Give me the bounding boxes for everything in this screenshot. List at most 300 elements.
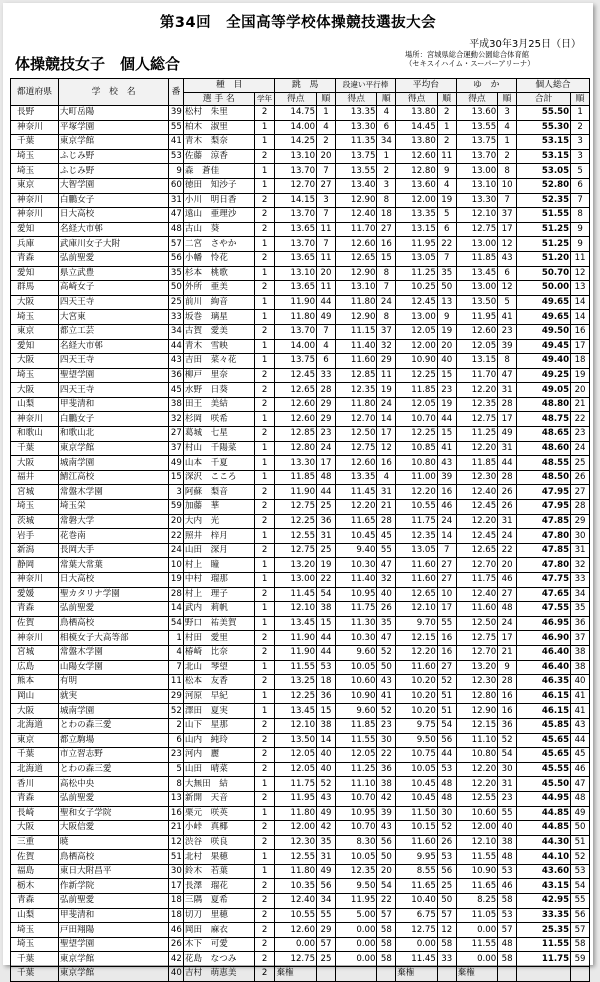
cell-pref: 埼玉 [11, 923, 59, 938]
cell-total: 48.60 [516, 441, 570, 456]
cell-school: 名経大市邨 [58, 222, 168, 237]
cell-total: 46.35 [516, 675, 570, 690]
cell-school: 花巻南 [58, 529, 168, 544]
cell-floor-rank: 48 [498, 602, 517, 617]
table-row [11, 193, 590, 208]
cell-pref: 埼玉 [11, 937, 59, 952]
cell-vault-score: 13.65 [275, 222, 317, 237]
cell-total-rank: 49 [571, 806, 590, 821]
cell-bars-rank: 57 [377, 908, 396, 923]
cell-pref: 宮城 [11, 485, 59, 500]
cell-floor-rank: 8 [498, 164, 517, 179]
cell-bars-score: 11.60 [335, 354, 377, 369]
cell-beam-score: 12.35 [396, 529, 438, 544]
cell-school: 四天王寺 [58, 383, 168, 398]
cell-total-rank: 29 [571, 514, 590, 529]
cell-pref: 群馬 [11, 281, 59, 296]
cell-number: 25 [169, 295, 184, 310]
cell-vault-score: 12.00 [275, 821, 317, 836]
cell-total-rank: 3 [571, 135, 590, 150]
header-shumoku: 種 目 [183, 79, 275, 93]
cell-floor-score: 12.75 [456, 222, 498, 237]
cell-number: 29 [169, 689, 184, 704]
cell-pref: 神奈川 [11, 120, 59, 135]
table-row [11, 266, 590, 281]
cell-pref: 千葉 [11, 441, 59, 456]
cell-number: 17 [169, 879, 184, 894]
cell-vault-score: 13.25 [275, 675, 317, 690]
cell-school: 聖和女子学院 [58, 806, 168, 821]
cell-vault-score: 14.15 [275, 193, 317, 208]
cell-floor-score: 13.00 [456, 164, 498, 179]
table-row [11, 354, 590, 369]
cell-floor-rank: 48 [498, 850, 517, 865]
cell-total-rank: 30 [571, 529, 590, 544]
cell-number: 33 [169, 310, 184, 325]
cell-school: 大智学園 [58, 178, 168, 193]
cell-vault-score: 11.95 [275, 791, 317, 806]
cell-pref: 千葉 [11, 952, 59, 967]
table-row [11, 675, 590, 690]
cell-beam-score: 13.05 [396, 251, 438, 266]
cell-bars-score: 9.50 [335, 879, 377, 894]
cell-total-rank: 44 [571, 733, 590, 748]
header-vault-rank: 順 [317, 92, 336, 106]
table-row [11, 937, 590, 952]
cell-bars-rank: 52 [377, 645, 396, 660]
cell-beam-rank: 20 [437, 339, 456, 354]
cell-total: 44.10 [516, 850, 570, 865]
cell-grade: 2 [254, 427, 275, 442]
cell-floor-score: 13.30 [456, 193, 498, 208]
cell-beam-score: 12.10 [396, 602, 438, 617]
cell-pref: 神奈川 [11, 573, 59, 588]
cell-grade: 2 [254, 821, 275, 836]
cell-grade: 2 [254, 967, 275, 982]
cell-vault-score: 12.80 [275, 441, 317, 456]
table-row [11, 251, 590, 266]
cell-school: 大阪信愛 [58, 821, 168, 836]
cell-athlete: 栗元 咲英 [183, 806, 254, 821]
cell-floor-rank: 58 [498, 952, 517, 967]
cell-vault-rank: 25 [317, 952, 336, 967]
cell-total: 51.55 [516, 208, 570, 223]
cell-beam-score: 12.65 [396, 587, 438, 602]
cell-vault-rank: 44 [317, 295, 336, 310]
cell-total-rank: 56 [571, 908, 590, 923]
cell-bars-score: 12.20 [335, 500, 377, 515]
cell-vault-rank: 7 [317, 324, 336, 339]
cell-beam-score: 11.50 [396, 806, 438, 821]
cell-beam-rank: 25 [437, 879, 456, 894]
cell-bars-rank: 4 [377, 106, 396, 121]
cell-bars-rank: 29 [377, 354, 396, 369]
cell-school: 東日大附昌平 [58, 864, 168, 879]
cell-number: 36 [169, 368, 184, 383]
cell-bars-score: 11.95 [335, 894, 377, 909]
cell-athlete: 岡田 麻衣 [183, 923, 254, 938]
cell-beam-score: 10.70 [396, 412, 438, 427]
cell-athlete: 北山 琴望 [183, 660, 254, 675]
cell-athlete: 杉本 桃歌 [183, 266, 254, 281]
cell-number: 34 [169, 324, 184, 339]
cell-beam-rank: 27 [437, 573, 456, 588]
cell-beam-rank: 27 [437, 558, 456, 573]
table-row [11, 456, 590, 471]
cell-bars-score: 10.30 [335, 558, 377, 573]
cell-beam-score: 13.35 [396, 208, 438, 223]
cell-beam-rank: 56 [437, 733, 456, 748]
cell-bars-rank: 42 [377, 791, 396, 806]
table-row [11, 397, 590, 412]
table-row [11, 383, 590, 398]
cell-grade: 1 [254, 412, 275, 427]
cell-vault-score: 13.70 [275, 208, 317, 223]
cell-bars-rank: 7 [377, 281, 396, 296]
cell-floor-rank: 30 [498, 762, 517, 777]
cell-total: 46.15 [516, 689, 570, 704]
cell-grade: 2 [254, 251, 275, 266]
cell-beam-rank: 53 [437, 762, 456, 777]
cell-grade: 2 [254, 762, 275, 777]
cell-floor-rank: 58 [498, 894, 517, 909]
cell-beam-score: 13.05 [396, 543, 438, 558]
cell-total-rank: 3 [571, 149, 590, 164]
cell-beam-rank: 53 [437, 850, 456, 865]
cell-pref: 北海道 [11, 762, 59, 777]
cell-total-rank: 31 [571, 543, 590, 558]
cell-beam-score: 11.45 [396, 952, 438, 967]
table-row [11, 704, 590, 719]
cell-bars-score: 10.05 [335, 850, 377, 865]
cell-beam-rank: 4 [437, 178, 456, 193]
cell-floor-score: 13.00 [456, 237, 498, 252]
cell-school: 市立習志野 [58, 748, 168, 763]
table-row [11, 500, 590, 515]
cell-number: 5 [169, 762, 184, 777]
cell-athlete: 二宮 さやか [183, 237, 254, 252]
cell-grade: 2 [254, 645, 275, 660]
cell-vault-rank: 54 [317, 587, 336, 602]
cell-vault-score: 12.75 [275, 543, 317, 558]
cell-beam-score: 10.45 [396, 791, 438, 806]
cell-vault-rank: 18 [317, 675, 336, 690]
header-school: 学 校 名 [58, 79, 168, 106]
cell-pref: 福井 [11, 470, 59, 485]
cell-total: 47.80 [516, 558, 570, 573]
cell-pref: 埼玉 [11, 164, 59, 179]
cell-number: 7 [169, 660, 184, 675]
cell-vault-score: 11.75 [275, 777, 317, 792]
table-body [11, 106, 590, 982]
cell-vault-rank: 40 [317, 748, 336, 763]
cell-beam-score: 12.25 [396, 427, 438, 442]
cell-athlete: 大内 光 [183, 514, 254, 529]
cell-bars-rank: 16 [377, 237, 396, 252]
cell-athlete: 椿崎 比奈 [183, 645, 254, 660]
cell-vault-rank: 25 [317, 500, 336, 515]
cell-athlete: 柳戸 里奈 [183, 368, 254, 383]
cell-bars-score: 0.00 [335, 937, 377, 952]
cell-vault-score: 14.00 [275, 339, 317, 354]
cell-pref: 青森 [11, 791, 59, 806]
cell-vault-score: 12.85 [275, 427, 317, 442]
cell-number: 23 [169, 748, 184, 763]
cell-grade: 2 [254, 485, 275, 500]
cell-floor-score: 11.10 [456, 733, 498, 748]
cell-athlete: 青木 梨奈 [183, 135, 254, 150]
cell-school: 暁 [58, 835, 168, 850]
cell-floor-score: 11.85 [456, 251, 498, 266]
cell-total-rank: 22 [571, 412, 590, 427]
header-beam-rank: 順 [437, 92, 456, 106]
cell-school: 白鵬女子 [58, 193, 168, 208]
cell-beam-score: 11.00 [396, 470, 438, 485]
cell-total: 47.65 [516, 587, 570, 602]
cell-vault-score: 13.70 [275, 164, 317, 179]
cell-pref: 香川 [11, 777, 59, 792]
cell-grade: 1 [254, 295, 275, 310]
cell-floor-rank: 23 [498, 791, 517, 806]
cell-athlete: 新開 天音 [183, 791, 254, 806]
cell-pref: 佐賀 [11, 850, 59, 865]
cell-floor-rank: 26 [498, 500, 517, 515]
cell-vault-rank [317, 967, 336, 982]
cell-beam-rank: 57 [437, 908, 456, 923]
cell-bars-rank: 54 [377, 879, 396, 894]
cell-total-rank: 28 [571, 500, 590, 515]
cell-floor-rank: 16 [498, 704, 517, 719]
cell-pref: 佐賀 [11, 616, 59, 631]
cell-vault-rank: 7 [317, 237, 336, 252]
cell-beam-rank: 39 [437, 470, 456, 485]
cell-bars-rank: 26 [377, 602, 396, 617]
cell-pref: 福島 [11, 864, 59, 879]
cell-beam-rank: 51 [437, 704, 456, 719]
cell-bars-rank: 15 [377, 251, 396, 266]
cell-pref: 千葉 [11, 748, 59, 763]
cell-vault-score: 13.70 [275, 324, 317, 339]
cell-floor-rank: 28 [498, 397, 517, 412]
cell-beam-score: 13.80 [396, 135, 438, 150]
cell-bars-rank: 6 [377, 120, 396, 135]
cell-beam-rank: 56 [437, 864, 456, 879]
cell-total-rank: 37 [571, 631, 590, 646]
table-row [11, 543, 590, 558]
cell-pref: 岩手 [11, 529, 59, 544]
cell-vault-rank: 49 [317, 864, 336, 879]
cell-total-rank: 51 [571, 835, 590, 850]
cell-school: 白鵬女子 [58, 412, 168, 427]
cell-school: 聖望学園 [58, 368, 168, 383]
header-bars-score: 得点 [335, 92, 377, 106]
cell-floor-rank: 23 [498, 324, 517, 339]
cell-beam-score: 11.60 [396, 558, 438, 573]
cell-beam-rank: 54 [437, 718, 456, 733]
cell-floor-rank: 41 [498, 310, 517, 325]
cell-vault-rank: 55 [317, 908, 336, 923]
cell-bars-rank: 50 [377, 660, 396, 675]
cell-beam-score: 10.25 [396, 281, 438, 296]
cell-bars-rank [377, 967, 396, 982]
cell-beam-score: 10.40 [396, 894, 438, 909]
cell-grade: 1 [254, 602, 275, 617]
cell-bars-rank: 22 [377, 894, 396, 909]
cell-total-rank: 27 [571, 485, 590, 500]
cell-bars-rank: 56 [377, 835, 396, 850]
cell-number: 42 [169, 952, 184, 967]
table-row [11, 689, 590, 704]
cell-school: 弘前聖愛 [58, 791, 168, 806]
cell-vault-score: 13.20 [275, 558, 317, 573]
cell-athlete: 柏木 淑里 [183, 120, 254, 135]
cell-beam-score: 11.60 [396, 573, 438, 588]
cell-number: 26 [169, 937, 184, 952]
cell-vault-score: 10.35 [275, 879, 317, 894]
cell-floor-rank: 24 [498, 616, 517, 631]
cell-beam-rank: 48 [437, 791, 456, 806]
cell-floor-rank: 39 [498, 339, 517, 354]
cell-bars-score: 11.80 [335, 295, 377, 310]
cell-vault-rank: 11 [317, 281, 336, 296]
cell-pref: 青森 [11, 251, 59, 266]
cell-beam-rank: 41 [437, 441, 456, 456]
cell-pref: 千葉 [11, 967, 59, 982]
cell-floor-score: 11.70 [456, 368, 498, 383]
cell-vault-score: 棄権 [275, 967, 317, 982]
cell-athlete: 山田 深月 [183, 543, 254, 558]
table-row [11, 412, 590, 427]
cell-bars-score: 0.00 [335, 923, 377, 938]
table-row [11, 908, 590, 923]
cell-athlete: 松村 朱里 [183, 106, 254, 121]
cell-number: 32 [169, 412, 184, 427]
cell-bars-score: 12.35 [335, 864, 377, 879]
cell-total: 49.50 [516, 324, 570, 339]
cell-athlete: 外所 亜美 [183, 281, 254, 296]
cell-total-rank: 21 [571, 397, 590, 412]
cell-school: 都立駒場 [58, 733, 168, 748]
cell-beam-score: 11.60 [396, 835, 438, 850]
cell-vault-rank: 11 [317, 251, 336, 266]
cell-beam-score: 9.75 [396, 718, 438, 733]
cell-beam-score: 11.65 [396, 879, 438, 894]
cell-pref: 栃木 [11, 879, 59, 894]
cell-number: 22 [169, 529, 184, 544]
cell-bars-score: 13.75 [335, 149, 377, 164]
cell-pref: 神奈川 [11, 412, 59, 427]
cell-vault-rank: 31 [317, 850, 336, 865]
table-row [11, 149, 590, 164]
cell-athlete: 小幡 怜花 [183, 251, 254, 266]
cell-vault-rank: 49 [317, 806, 336, 821]
cell-athlete: 徳田 知沙子 [183, 178, 254, 193]
cell-bars-rank: 50 [377, 850, 396, 865]
cell-beam-rank: 7 [437, 251, 456, 266]
cell-floor-rank: 54 [498, 748, 517, 763]
cell-total-rank: 9 [571, 222, 590, 237]
cell-floor-rank: 17 [498, 412, 517, 427]
cell-beam-score: 12.45 [396, 295, 438, 310]
cell-pref: 山梨 [11, 908, 59, 923]
cell-beam-rank: 15 [437, 427, 456, 442]
cell-vault-score: 0.00 [275, 937, 317, 952]
cell-pref: 大阪 [11, 383, 59, 398]
cell-vault-rank: 34 [317, 894, 336, 909]
cell-floor-score: 8.25 [456, 894, 498, 909]
cell-beam-rank: 24 [437, 514, 456, 529]
cell-floor-rank: 8 [498, 354, 517, 369]
cell-total-rank: 36 [571, 616, 590, 631]
cell-school: 四天王寺 [58, 295, 168, 310]
cell-bars-score: 11.75 [335, 602, 377, 617]
cell-floor-score: 13.00 [456, 281, 498, 296]
cell-school: 甲斐清和 [58, 397, 168, 412]
header-number: 番 [169, 79, 184, 106]
cell-grade: 1 [254, 704, 275, 719]
cell-number: 19 [169, 573, 184, 588]
cell-grade: 2 [254, 383, 275, 398]
page-title: 第34回 全国高等学校体操競技選抜大会 [159, 15, 437, 31]
table-row [11, 529, 590, 544]
cell-floor-score: 12.75 [456, 412, 498, 427]
cell-vault-rank: 7 [317, 164, 336, 179]
cell-bars-score: 11.30 [335, 616, 377, 631]
cell-floor-rank: 36 [498, 718, 517, 733]
cell-floor-score: 棄権 [456, 967, 498, 982]
cell-pref: 熊本 [11, 675, 59, 690]
cell-vault-score: 12.30 [275, 835, 317, 850]
cell-floor-rank: 20 [498, 558, 517, 573]
cell-floor-rank: 6 [498, 266, 517, 281]
header-total: 合計 [516, 92, 570, 106]
table-row [11, 777, 590, 792]
cell-floor-score: 12.45 [456, 500, 498, 515]
cell-grade: 2 [254, 718, 275, 733]
cell-school: 常葉大常葉 [58, 558, 168, 573]
cell-number: 40 [169, 967, 184, 982]
cell-vault-rank: 38 [317, 718, 336, 733]
cell-athlete: 木下 可愛 [183, 937, 254, 952]
cell-total: 47.95 [516, 500, 570, 515]
cell-school: ふじみ野 [58, 149, 168, 164]
cell-number: 11 [169, 675, 184, 690]
cell-grade: 2 [254, 791, 275, 806]
cell-pref: 長野 [11, 106, 59, 121]
table-row [11, 791, 590, 806]
cell-beam-rank: 14 [437, 529, 456, 544]
cell-bars-rank: 58 [377, 923, 396, 938]
cell-floor-rank: 4 [498, 120, 517, 135]
cell-bars-rank: 45 [377, 529, 396, 544]
cell-pref: 埼玉 [11, 149, 59, 164]
venue-line-2: （セキスイハイム・スーパーアリーナ） [405, 59, 535, 68]
cell-floor-rank [498, 967, 517, 982]
cell-beam-score: 10.80 [396, 456, 438, 471]
cell-beam-score: 11.85 [396, 383, 438, 398]
cell-vault-rank: 29 [317, 412, 336, 427]
cell-number: 39 [169, 106, 184, 121]
cell-pref: 愛知 [11, 266, 59, 281]
cell-floor-score: 12.20 [456, 514, 498, 529]
cell-beam-rank: 1 [437, 120, 456, 135]
cell-floor-score: 0.00 [456, 952, 498, 967]
cell-total-rank: 25 [571, 456, 590, 471]
cell-vault-rank: 20 [317, 149, 336, 164]
cell-beam-rank: 23 [437, 383, 456, 398]
cell-athlete: 鈴木 若葉 [183, 864, 254, 879]
cell-athlete: 照井 梓月 [183, 529, 254, 544]
